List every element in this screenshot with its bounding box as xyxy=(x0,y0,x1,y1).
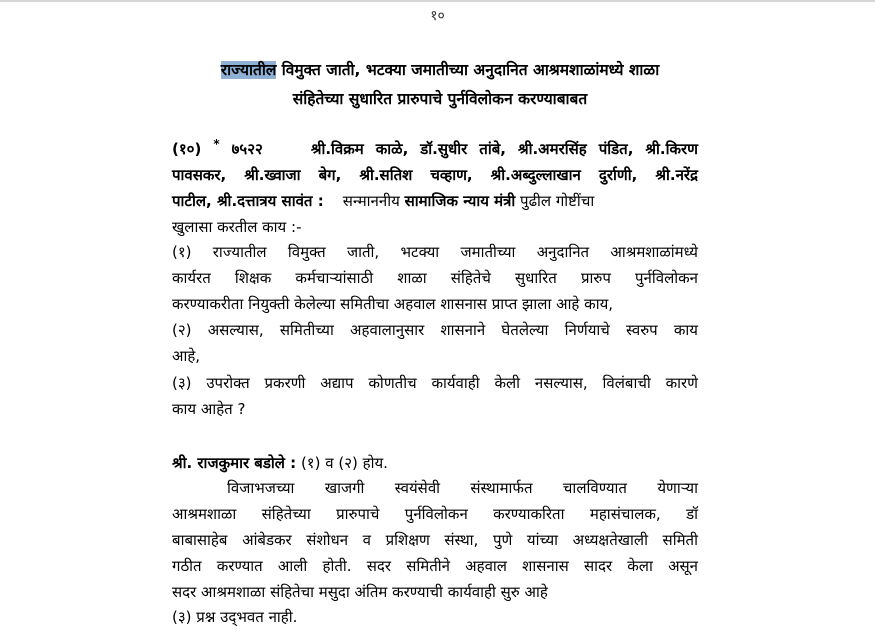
title-highlighted-word[interactable]: राज्यातील xyxy=(220,61,277,79)
answering-minister: श्री. राजकुमार बडोले : xyxy=(172,454,297,472)
document-title xyxy=(130,56,750,114)
title-line2: संहितेच्या सुधारित प्रारुपाचे पुर्नविलोकन करण्याबाबत xyxy=(292,90,588,108)
question-header-line1 xyxy=(172,131,698,162)
members-line1: श्री.विक्रम काळे, डॉ.सुधीर तांबे, श्री.अमरसिंह पंडित, श्री.किरण xyxy=(310,140,698,158)
answer-para-line2: आश्रमशाळा संहितेच्या प्रारुपाचे पुर्नविलोकन करण्याकरिता महासंचालक, डॉ xyxy=(172,505,698,523)
answer-para-line4: गठीत करण्यात आली होती. सदर समितीने अहवाल शासनास सादर केला असून xyxy=(172,557,698,575)
question-block xyxy=(172,131,698,162)
sub-question-2-line1: (२) असल्यास, समितीच्या अहवालानुसार शासनाने घेतलेल्या निर्णयाचे स्वरुप काय xyxy=(172,321,698,339)
page-top-border xyxy=(0,0,875,2)
answer-reply-1-2: (१) व (२) होय. xyxy=(296,454,388,472)
sub-question-3-line2: काय आहेत ? xyxy=(172,400,246,418)
title-line1: विमुक्त जाती, भटक्या जमातीच्या अनुदानित आश्रमशाळांमध्ये शाळा xyxy=(276,61,660,79)
question-closing: खुलासा करतील काय :- xyxy=(172,218,302,236)
question-code: ७५२२ xyxy=(231,140,263,158)
sub-question-2-line2: आहे, xyxy=(172,347,201,365)
question-number: (१०) xyxy=(172,140,202,158)
members-line3: पाटील, श्री.दत्तात्रय सावंत : xyxy=(172,192,324,210)
starred-mark: * xyxy=(213,137,220,151)
page-number: १० xyxy=(430,8,445,24)
members-line2: पावसकर, श्री.ख्वाजा बेग, श्री.सतिश चव्हाण, श्री.अब्दुल्लाखान दुर्राणी, श्री.नरेंद्र xyxy=(172,166,698,184)
answer-first-line xyxy=(172,450,698,476)
answer-para-line5: सदर आश्रमशाळा संहितेचा मसुदा अंतिम करण्याची कार्यवाही सुरु आहे xyxy=(172,583,548,601)
minister-title: सामाजिक न्याय मंत्री xyxy=(404,192,516,210)
sub-question-1-line2: कार्यरत शिक्षक कर्मचाऱ्यांसाठी शाळा संहितेचे सुधारित प्रारुप पुर्नविलोकन xyxy=(172,269,698,287)
addressee-suffix: पुढील गोष्टींचा xyxy=(515,192,595,210)
answer-reply-3: (३) प्रश्न उद्‌भवत नाही. xyxy=(172,608,298,626)
sub-question-1-line3: करण्याकरीता नियुक्ती केलेल्या समितीचा अहवाल शासनास प्राप्त झाला आहे काय, xyxy=(172,295,614,313)
addressee-prefix: सन्माननीय xyxy=(342,192,405,210)
sub-question-3-line1: (३) उपरोक्त प्रकरणी अद्याप कोणतीच कार्यवाही केली नसल्यास, विलंबाची कारणे xyxy=(172,374,698,392)
sub-question-1-line1: (१) राज्यातील विमुक्त जाती, भटक्या जमातीच्या अनुदानित आश्रमशाळांमध्ये xyxy=(172,243,698,261)
answer-para-line1: विजाभजच्या खाजगी स्वयंसेवी संस्थामार्फत चालविण्यात येणाऱ्या xyxy=(227,479,698,497)
members-line3-row xyxy=(172,188,698,214)
answer-para-line3: बाबासाहेब आंबेडकर संशोधन व प्रशिक्षण संस्था, पुणे यांच्या अध्यक्षतेखाली समिती xyxy=(172,531,698,549)
